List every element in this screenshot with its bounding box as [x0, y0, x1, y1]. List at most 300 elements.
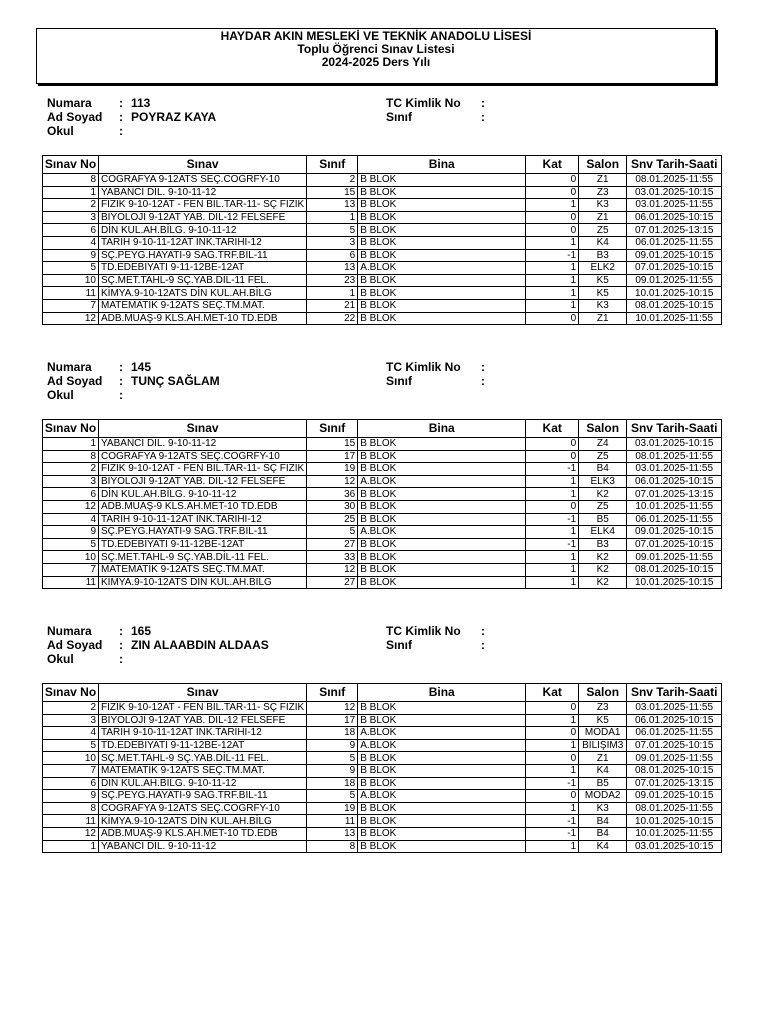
exam-no-cell: 1 [43, 438, 99, 451]
floor-cell: 0 [526, 702, 579, 715]
building-cell: B BLOK [358, 513, 526, 526]
salon-cell: B3 [579, 249, 627, 262]
table-row [43, 551, 722, 564]
exam-name-cell: SÇ.PEYG.HAYATI-9 SAĞ.TRF.BİL-11 [99, 526, 307, 539]
class-cell: 25 [307, 513, 358, 526]
building-cell: B BLOK [358, 312, 526, 325]
datetime-cell: 09.01.2025-10:15 [627, 790, 722, 803]
floor-cell: 1 [526, 840, 579, 853]
salon-cell: Z1 [579, 752, 627, 765]
colon: : [119, 110, 123, 124]
class-cell: 8 [307, 840, 358, 853]
salon-cell: Z5 [579, 500, 627, 513]
floor-cell: 1 [526, 802, 579, 815]
floor-cell: 1 [526, 475, 579, 488]
student-name-value: POYRAZ KAYA [131, 110, 217, 124]
table-header-row [43, 420, 722, 438]
exam-no-cell: 9 [43, 790, 99, 803]
student-info [47, 624, 347, 666]
exam-name-cell: TARİH 9-10-11-12AT İNK.TARİHİ-12 [99, 236, 307, 249]
table-row [43, 739, 722, 752]
table-row [43, 312, 722, 325]
student-school-label: Okul [47, 124, 74, 138]
table-header-row [43, 156, 722, 174]
floor-cell: 1 [526, 576, 579, 589]
exam-no-cell: 10 [43, 274, 99, 287]
table-row [43, 236, 722, 249]
exam-name-cell: KİMYA.9-10-12ATS DİN KUL.AH.BİLG [99, 576, 307, 589]
exam-name-cell: KİMYA.9-10-12ATS DİN KUL.AH.BİLG [99, 815, 307, 828]
student-school-row [47, 652, 347, 666]
table-row [43, 186, 722, 199]
floor-cell: 1 [526, 714, 579, 727]
colon: : [119, 388, 123, 402]
datetime-cell: 10.01.2025-10:15 [627, 815, 722, 828]
student-class-label: Sınıf [386, 638, 412, 652]
student-name-label: Ad Soyad [47, 110, 103, 124]
class-cell: 22 [307, 312, 358, 325]
class-cell: 15 [307, 438, 358, 451]
class-cell: 1 [307, 211, 358, 224]
exam-no-cell: 3 [43, 211, 99, 224]
floor-cell: 1 [526, 236, 579, 249]
exam-no-cell: 8 [43, 802, 99, 815]
exam-no-cell: 7 [43, 764, 99, 777]
datetime-cell: 03.01.2025-11:55 [627, 463, 722, 476]
floor-cell: 0 [526, 224, 579, 237]
floor-cell: 1 [526, 551, 579, 564]
building-cell: B BLOK [358, 802, 526, 815]
building-cell: B BLOK [358, 488, 526, 501]
student-id-info [386, 96, 586, 124]
datetime-cell: 08.01.2025-11:55 [627, 802, 722, 815]
building-cell: B BLOK [358, 236, 526, 249]
datetime-cell: 10.01.2025-11:55 [627, 827, 722, 840]
floor-cell: 0 [526, 450, 579, 463]
class-cell: 33 [307, 551, 358, 564]
floor-cell: 0 [526, 438, 579, 451]
table-row [43, 224, 722, 237]
exam-no-cell: 11 [43, 815, 99, 828]
student-id-info [386, 360, 586, 388]
class-cell: 23 [307, 274, 358, 287]
tc-number-row [386, 624, 586, 638]
datetime-cell: 09.01.2025-10:15 [627, 526, 722, 539]
exam-name-cell: BİYOLOJİ 9-12AT YAB. DİL-12 FELSEFE [99, 211, 307, 224]
column-header: Sınıf [307, 420, 358, 438]
school-name: HAYDAR AKIN MESLEKİ VE TEKNİK ANADOLU LİSESİ [220, 29, 532, 43]
exam-name-cell: MATEMATİK 9-12ATS SEÇ.TM.MAT. [99, 764, 307, 777]
student-number-label: Numara [47, 624, 92, 638]
floor-cell: 0 [526, 174, 579, 187]
class-cell: 17 [307, 450, 358, 463]
exam-no-cell: 5 [43, 262, 99, 275]
class-cell: 12 [307, 702, 358, 715]
document-subtitle: Toplu Öğrenci Sınav Listesi [297, 42, 455, 56]
exam-name-cell: TARİH 9-10-11-12AT İNK.TARİHİ-12 [99, 513, 307, 526]
building-cell: B BLOK [358, 174, 526, 187]
building-cell: B BLOK [358, 576, 526, 589]
column-header: Sınıf [307, 156, 358, 174]
exam-no-cell: 4 [43, 727, 99, 740]
colon: : [481, 360, 485, 374]
building-cell: A.BLOK [358, 475, 526, 488]
floor-cell: 1 [526, 287, 579, 300]
class-cell: 30 [307, 500, 358, 513]
salon-cell: B4 [579, 827, 627, 840]
exam-name-cell: SÇ.PEYG.HAYATI-9 SAĞ.TRF.BİL-11 [99, 790, 307, 803]
table-row [43, 475, 722, 488]
exam-no-cell: 8 [43, 450, 99, 463]
exam-name-cell: TD.EDEBİYATI 9-11-12BE-12AT [99, 262, 307, 275]
student-name-value: TUNÇ SAĞLAM [131, 374, 220, 388]
table-row [43, 488, 722, 501]
salon-cell: ELK3 [579, 475, 627, 488]
tc-number-row [386, 96, 586, 110]
table-row [43, 840, 722, 853]
datetime-cell: 08.01.2025-11:55 [627, 174, 722, 187]
student-info [47, 96, 347, 138]
colon: : [119, 360, 123, 374]
salon-cell: Z1 [579, 211, 627, 224]
salon-cell: K2 [579, 551, 627, 564]
building-cell: A.BLOK [358, 262, 526, 275]
salon-cell: K5 [579, 714, 627, 727]
table-row [43, 790, 722, 803]
exam-name-cell: SÇ.MET.TAHL-9 SÇ.YAB.DİL-11 FEL. [99, 551, 307, 564]
exam-no-cell: 6 [43, 224, 99, 237]
class-cell: 5 [307, 224, 358, 237]
datetime-cell: 10.01.2025-10:15 [627, 287, 722, 300]
student-number-value: 113 [131, 96, 151, 110]
colon: : [481, 374, 485, 388]
student-number-label: Numara [47, 96, 92, 110]
student-class-label: Sınıf [386, 374, 412, 388]
student-class-row [386, 638, 586, 652]
salon-cell: Z5 [579, 224, 627, 237]
colon: : [119, 374, 123, 388]
student-number-row [47, 624, 347, 638]
column-header: Bina [358, 684, 526, 702]
column-header: Bina [358, 156, 526, 174]
exam-name-cell: YABANCI DİL. 9-10-11-12 [99, 438, 307, 451]
datetime-cell: 10.01.2025-10:15 [627, 576, 722, 589]
salon-cell: K4 [579, 764, 627, 777]
floor-cell: 0 [526, 211, 579, 224]
salon-cell: B5 [579, 513, 627, 526]
table-row [43, 438, 722, 451]
salon-cell: K2 [579, 576, 627, 589]
column-header: Sınav No [43, 684, 99, 702]
exam-no-cell: 12 [43, 312, 99, 325]
building-cell: B BLOK [358, 777, 526, 790]
building-cell: A.BLOK [358, 526, 526, 539]
exam-no-cell: 1 [43, 186, 99, 199]
salon-cell: Z1 [579, 174, 627, 187]
column-header: Bina [358, 420, 526, 438]
building-cell: B BLOK [358, 186, 526, 199]
datetime-cell: 03.01.2025-11:55 [627, 702, 722, 715]
student-number-row [47, 360, 347, 374]
exam-name-cell: BİYOLOJİ 9-12AT YAB. DİL-12 FELSEFE [99, 475, 307, 488]
student-name-row [47, 638, 347, 652]
class-cell: 12 [307, 475, 358, 488]
datetime-cell: 07.01.2025-10:15 [627, 739, 722, 752]
exam-no-cell: 12 [43, 827, 99, 840]
student-name-label: Ad Soyad [47, 638, 103, 652]
column-header: Sınav [99, 684, 307, 702]
exam-no-cell: 9 [43, 526, 99, 539]
building-cell: B BLOK [358, 500, 526, 513]
class-cell: 18 [307, 777, 358, 790]
exam-name-cell: ADB.MUAŞ-9 KLS.AH.MET-10 TD.EDB [99, 500, 307, 513]
table-row [43, 727, 722, 740]
class-cell: 27 [307, 538, 358, 551]
datetime-cell: 07.01.2025-13:15 [627, 777, 722, 790]
table-row [43, 752, 722, 765]
column-header: Snv Tarih-Saati [627, 156, 722, 174]
datetime-cell: 06.01.2025-10:15 [627, 714, 722, 727]
building-cell: B BLOK [358, 764, 526, 777]
salon-cell: B4 [579, 463, 627, 476]
tc-number-label: TC Kimlik No [386, 360, 461, 374]
exam-no-cell: 9 [43, 249, 99, 262]
datetime-cell: 03.01.2025-10:15 [627, 438, 722, 451]
floor-cell: 0 [526, 312, 579, 325]
document-header [36, 28, 716, 84]
exam-name-cell: DİN KUL.AH.BİLG. 9-10-11-12 [99, 488, 307, 501]
datetime-cell: 06.01.2025-10:15 [627, 211, 722, 224]
exam-no-cell: 3 [43, 714, 99, 727]
class-cell: 27 [307, 576, 358, 589]
class-cell: 5 [307, 752, 358, 765]
exam-name-cell: TD.EDEBİYATI 9-11-12BE-12AT [99, 739, 307, 752]
table-row [43, 211, 722, 224]
exam-name-cell: COĞRAFYA 9-12ATS SEÇ.COĞRFY-10 [99, 802, 307, 815]
datetime-cell: 06.01.2025-11:55 [627, 727, 722, 740]
salon-cell: Z3 [579, 702, 627, 715]
table-row [43, 463, 722, 476]
student-name-row [47, 374, 347, 388]
exam-no-cell: 4 [43, 236, 99, 249]
student-name-row [47, 110, 347, 124]
exam-name-cell: SÇ.MET.TAHL-9 SÇ.YAB.DİL-11 FEL. [99, 752, 307, 765]
floor-cell: -1 [526, 827, 579, 840]
student-number-row [47, 96, 347, 110]
exam-no-cell: 10 [43, 551, 99, 564]
exam-no-cell: 11 [43, 576, 99, 589]
datetime-cell: 09.01.2025-11:55 [627, 274, 722, 287]
table-row [43, 714, 722, 727]
building-cell: A.BLOK [358, 790, 526, 803]
exam-name-cell: FİZİK 9-10-12AT - FEN BİL.TAR-11- SÇ FİZİK [99, 199, 307, 212]
colon: : [119, 638, 123, 652]
salon-cell: K4 [579, 236, 627, 249]
exam-no-cell: 5 [43, 538, 99, 551]
tc-number-label: TC Kimlik No [386, 624, 461, 638]
building-cell: B BLOK [358, 840, 526, 853]
exam-name-cell: KİMYA.9-10-12ATS DİN KUL.AH.BİLG [99, 287, 307, 300]
datetime-cell: 07.01.2025-13:15 [627, 224, 722, 237]
salon-cell: MODA2 [579, 790, 627, 803]
class-cell: 1 [307, 287, 358, 300]
student-id-info [386, 624, 586, 652]
class-cell: 19 [307, 802, 358, 815]
column-header: Sınav [99, 156, 307, 174]
student-school-label: Okul [47, 652, 74, 666]
class-cell: 21 [307, 299, 358, 312]
floor-cell: 0 [526, 500, 579, 513]
exam-no-cell: 7 [43, 299, 99, 312]
table-row [43, 450, 722, 463]
exam-no-cell: 6 [43, 488, 99, 501]
exam-no-cell: 7 [43, 563, 99, 576]
exam-name-cell: MATEMATİK 9-12ATS SEÇ.TM.MAT. [99, 563, 307, 576]
exam-no-cell: 4 [43, 513, 99, 526]
exam-table [42, 155, 722, 325]
student-class-label: Sınıf [386, 110, 412, 124]
exam-name-cell: MATEMATİK 9-12ATS SEÇ.TM.MAT. [99, 299, 307, 312]
exam-table [42, 683, 722, 853]
datetime-cell: 03.01.2025-10:15 [627, 186, 722, 199]
exam-table [42, 419, 722, 589]
floor-cell: 1 [526, 563, 579, 576]
table-row [43, 802, 722, 815]
salon-cell: K5 [579, 274, 627, 287]
exam-name-cell: YABANCI DİL. 9-10-11-12 [99, 840, 307, 853]
floor-cell: 0 [526, 752, 579, 765]
colon: : [119, 652, 123, 666]
building-cell: B BLOK [358, 827, 526, 840]
exam-no-cell: 1 [43, 840, 99, 853]
floor-cell: 1 [526, 488, 579, 501]
salon-cell: ELK4 [579, 526, 627, 539]
exam-name-cell: ADB.MUAŞ-9 KLS.AH.MET-10 TD.EDB [99, 312, 307, 325]
colon: : [481, 110, 485, 124]
salon-cell: Z3 [579, 186, 627, 199]
building-cell: B BLOK [358, 714, 526, 727]
salon-cell: BİLİŞİM3 [579, 739, 627, 752]
table-row [43, 174, 722, 187]
datetime-cell: 06.01.2025-11:55 [627, 513, 722, 526]
class-cell: 5 [307, 526, 358, 539]
column-header: Kat [526, 156, 579, 174]
floor-cell: -1 [526, 777, 579, 790]
salon-cell: K5 [579, 287, 627, 300]
table-row [43, 827, 722, 840]
column-header: Sınav No [43, 420, 99, 438]
building-cell: B BLOK [358, 224, 526, 237]
table-row [43, 287, 722, 300]
building-cell: B BLOK [358, 538, 526, 551]
exam-name-cell: COĞRAFYA 9-12ATS SEÇ.COĞRFY-10 [99, 450, 307, 463]
datetime-cell: 07.01.2025-10:15 [627, 262, 722, 275]
exam-no-cell: 12 [43, 500, 99, 513]
floor-cell: 0 [526, 790, 579, 803]
table-row [43, 199, 722, 212]
floor-cell: 1 [526, 764, 579, 777]
exam-name-cell: TD.EDEBİYATI 9-11-12BE-12AT [99, 538, 307, 551]
class-cell: 36 [307, 488, 358, 501]
datetime-cell: 07.01.2025-13:15 [627, 488, 722, 501]
salon-cell: B3 [579, 538, 627, 551]
building-cell: B BLOK [358, 815, 526, 828]
class-cell: 15 [307, 186, 358, 199]
class-cell: 13 [307, 827, 358, 840]
exam-name-cell: FİZİK 9-10-12AT - FEN BİL.TAR-11- SÇ FİZİK [99, 702, 307, 715]
salon-cell: B4 [579, 815, 627, 828]
salon-cell: Z4 [579, 438, 627, 451]
floor-cell: 0 [526, 186, 579, 199]
table-row [43, 563, 722, 576]
table-row [43, 538, 722, 551]
student-school-row [47, 388, 347, 402]
salon-cell: Z1 [579, 312, 627, 325]
column-header: Snv Tarih-Saati [627, 684, 722, 702]
table-row [43, 262, 722, 275]
class-cell: 19 [307, 463, 358, 476]
table-row [43, 274, 722, 287]
colon: : [481, 638, 485, 652]
table-row [43, 576, 722, 589]
class-cell: 5 [307, 790, 358, 803]
exam-name-cell: SÇ.PEYG.HAYATI-9 SAĞ.TRF.BİL-11 [99, 249, 307, 262]
building-cell: B BLOK [358, 199, 526, 212]
class-cell: 12 [307, 563, 358, 576]
class-cell: 9 [307, 764, 358, 777]
datetime-cell: 08.01.2025-10:15 [627, 764, 722, 777]
datetime-cell: 09.01.2025-11:55 [627, 752, 722, 765]
building-cell: B BLOK [358, 287, 526, 300]
building-cell: B BLOK [358, 274, 526, 287]
salon-cell: K3 [579, 802, 627, 815]
datetime-cell: 08.01.2025-10:15 [627, 563, 722, 576]
table-row [43, 815, 722, 828]
student-number-value: 145 [131, 360, 152, 374]
class-cell: 9 [307, 739, 358, 752]
table-row [43, 764, 722, 777]
building-cell: B BLOK [358, 563, 526, 576]
column-header: Salon [579, 420, 627, 438]
exam-no-cell: 2 [43, 199, 99, 212]
floor-cell: 0 [526, 727, 579, 740]
table-row [43, 513, 722, 526]
salon-cell: K3 [579, 299, 627, 312]
datetime-cell: 08.01.2025-10:15 [627, 299, 722, 312]
student-class-row [386, 374, 586, 388]
exam-no-cell: 5 [43, 739, 99, 752]
student-school-row [47, 124, 347, 138]
student-number-value: 165 [131, 624, 152, 638]
academic-year: 2024-2025 Ders Yılı [321, 55, 431, 69]
tc-number-row [386, 360, 586, 374]
salon-cell: MODA1 [579, 727, 627, 740]
student-name-label: Ad Soyad [47, 374, 103, 388]
table-row [43, 249, 722, 262]
class-cell: 18 [307, 727, 358, 740]
datetime-cell: 09.01.2025-10:15 [627, 249, 722, 262]
salon-cell: K4 [579, 840, 627, 853]
datetime-cell: 06.01.2025-11:55 [627, 236, 722, 249]
column-header: Sınav No [43, 156, 99, 174]
salon-cell: K3 [579, 199, 627, 212]
table-row [43, 526, 722, 539]
column-header: Sınav [99, 420, 307, 438]
exam-name-cell: YABANCI DİL. 9-10-11-12 [99, 186, 307, 199]
floor-cell: -1 [526, 538, 579, 551]
class-cell: 17 [307, 714, 358, 727]
floor-cell: 1 [526, 262, 579, 275]
